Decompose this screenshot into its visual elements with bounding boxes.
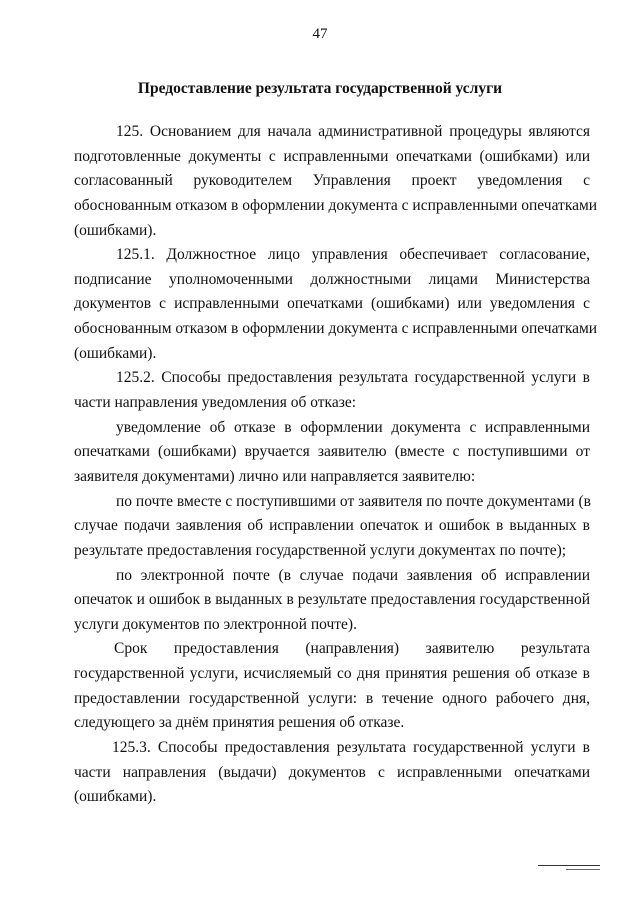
text-line: (ошибками). bbox=[74, 221, 157, 239]
text-line: Срок предоставления (направления) заявителю результата bbox=[114, 640, 590, 658]
text-line: государственной услуги, исчисляемый со дня принятия решения об отказе в bbox=[74, 665, 590, 683]
text-line: предоставлении государственной услуги: в течение одного рабочего дня, bbox=[74, 689, 590, 707]
text-line: обоснованным отказом в оформлении документа с исправленными опечатками bbox=[74, 196, 598, 214]
paragraph-refusal-notice bbox=[74, 416, 590, 490]
text-line: 125.1. Должностное лицо управления обеспечивает согласование, bbox=[116, 246, 590, 264]
text-line: подписание уполномоченными должностными лицами Министерства bbox=[74, 270, 590, 288]
text-line: результате предоставления государственной услуги документах по почте); bbox=[74, 541, 567, 559]
text-line: случае подачи заявления об исправлении опечаток и ошибок в выданных в bbox=[74, 517, 590, 535]
text-line: обоснованным отказом в оформлении документа с исправленными опечатками bbox=[74, 320, 598, 338]
text-line: 125.3. Способы предоставления результата государственной услуги в bbox=[112, 739, 590, 757]
paragraph-by-email bbox=[74, 564, 590, 638]
footer-rule-short bbox=[566, 869, 600, 870]
text-line: по почте вместе с поступившими от заявителя по почте документами (в bbox=[116, 492, 591, 510]
text-line: подготовленные документы с исправленными опечатками (ошибками) или bbox=[74, 147, 590, 165]
text-line: части направления (выдачи) документов с исправленными опечатками bbox=[74, 763, 590, 781]
text-line: 125. Основанием для начала административной процедуры являются bbox=[116, 123, 590, 140]
paragraph-125 bbox=[74, 120, 598, 243]
paragraph-125-2 bbox=[74, 366, 590, 415]
text-line: заявителя документами) лично или направляется заявителю: bbox=[74, 467, 476, 485]
paragraph-deadline bbox=[74, 637, 590, 736]
text-line: документов с исправленными опечатками (ошибками) или уведомления с bbox=[74, 295, 590, 313]
text-line: (ошибками). bbox=[74, 788, 157, 806]
paragraph-by-post bbox=[74, 490, 590, 564]
text-line: части направления уведомления об отказе: bbox=[74, 394, 357, 412]
page-number: 47 bbox=[312, 26, 328, 42]
text-line: 125.2. Способы предоставления результата государственной услуги в bbox=[116, 369, 590, 387]
footer-rule bbox=[538, 865, 600, 866]
text-line: уведомление об отказе в оформлении документа с исправленными bbox=[116, 418, 590, 436]
text-line: следующего за днём принятия решения об отказе. bbox=[74, 714, 405, 732]
text-line: согласованный руководителем Управления проект уведомления с bbox=[74, 172, 590, 190]
section-heading: Предоставление результата государственной услуги bbox=[137, 80, 503, 97]
text-line: опечаток и ошибок в выданных в результате предоставления государственной bbox=[74, 591, 590, 609]
text-line: по электронной почте (в случае подачи заявления об исправлении bbox=[116, 566, 590, 584]
text-line: (ошибками). bbox=[74, 344, 157, 362]
text-line: услуги документов по электронной почте). bbox=[74, 615, 357, 633]
paragraph-125-1 bbox=[74, 243, 598, 366]
paragraph-125-3 bbox=[74, 736, 590, 810]
text-line: опечатками (ошибками) вручается заявителю (вместе с поступившими от bbox=[74, 443, 590, 461]
body-text bbox=[74, 120, 598, 810]
